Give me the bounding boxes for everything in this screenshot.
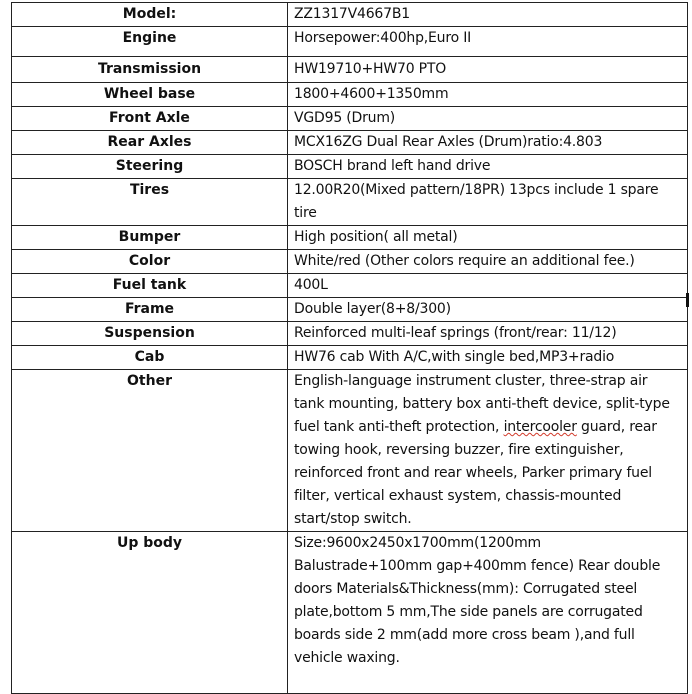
- row-label: Color: [12, 250, 288, 274]
- row-value: HW76 cab With A/C,with single bed,MP3+radio: [288, 346, 688, 370]
- row-label: Cab: [12, 346, 288, 370]
- table-row: [12, 179, 688, 226]
- table-row: [12, 131, 688, 155]
- row-label: Fuel tank: [12, 274, 288, 298]
- row-label: Transmission: [12, 57, 288, 83]
- row-value: HW19710+HW70 PTO: [288, 57, 688, 83]
- table-row: [12, 27, 688, 57]
- row-value: 1800+4600+1350mm: [288, 83, 688, 107]
- table-row: [12, 3, 688, 27]
- row-value: VGD95 (Drum): [288, 107, 688, 131]
- row-value: 12.00R20(Mixed pattern/18PR) 13pcs include 1 spare tire: [288, 179, 688, 226]
- row-label: Bumper: [12, 226, 288, 250]
- row-value: Size:9600x2450x1700mm(1200mm Balustrade+100mm gap+400mm fence) Rear double doors Materials&Thickness(mm): Corrugated steel plate,bottom 5 mm,The side panels are corrugated boards side 2 mm(add more cross beam ),and full vehicle waxing.: [288, 532, 688, 694]
- row-value: 400L: [288, 274, 688, 298]
- other-text-part: guard, rear towing hook, reversing buzzer, fire extinguisher, reinforced front and rear wheels, Parker primary fuel filter, vertical exhaust system, chassis-mounted start/stop switch.: [294, 419, 657, 527]
- row-label: Steering: [12, 155, 288, 179]
- table-row: [12, 250, 688, 274]
- row-value: ZZ1317V4667B1: [288, 3, 688, 27]
- row-label: Frame: [12, 298, 288, 322]
- row-value: Horsepower:400hp,Euro II: [288, 27, 688, 57]
- row-label: Other: [12, 370, 288, 532]
- row-value: High position( all metal): [288, 226, 688, 250]
- row-value: BOSCH brand left hand drive: [288, 155, 688, 179]
- row-label: Engine: [12, 27, 288, 57]
- row-label: Front Axle: [12, 107, 288, 131]
- table-row: [12, 274, 688, 298]
- row-value: [288, 370, 688, 532]
- row-label: Suspension: [12, 322, 288, 346]
- table-row: [12, 322, 688, 346]
- other-text-part: English-language instrument cluster, three-strap air tank mounting, battery box anti-theft device, split-type fuel tank anti-theft protection,: [294, 373, 670, 435]
- table-row: [12, 532, 688, 694]
- table-row: [12, 298, 688, 322]
- row-value: Reinforced multi-leaf springs (front/rear: 11/12): [288, 322, 688, 346]
- row-value: Double layer(8+8/300): [288, 298, 688, 322]
- table-row: [12, 107, 688, 131]
- table-row: [12, 226, 688, 250]
- row-label: Wheel base: [12, 83, 288, 107]
- row-label: Tires: [12, 179, 288, 226]
- spellcheck-marked-word: intercooler: [503, 419, 577, 435]
- table-row: [12, 346, 688, 370]
- spec-table: [11, 2, 688, 694]
- row-label: Rear Axles: [12, 131, 288, 155]
- row-value: MCX16ZG Dual Rear Axles (Drum)ratio:4.803: [288, 131, 688, 155]
- table-row: [12, 57, 688, 83]
- table-row: [12, 155, 688, 179]
- text-cursor-mark: [686, 293, 689, 307]
- table-row: [12, 370, 688, 532]
- row-label: Model:: [12, 3, 288, 27]
- table-row: [12, 83, 688, 107]
- row-label: Up body: [12, 532, 288, 694]
- row-value: White/red (Other colors require an additional fee.): [288, 250, 688, 274]
